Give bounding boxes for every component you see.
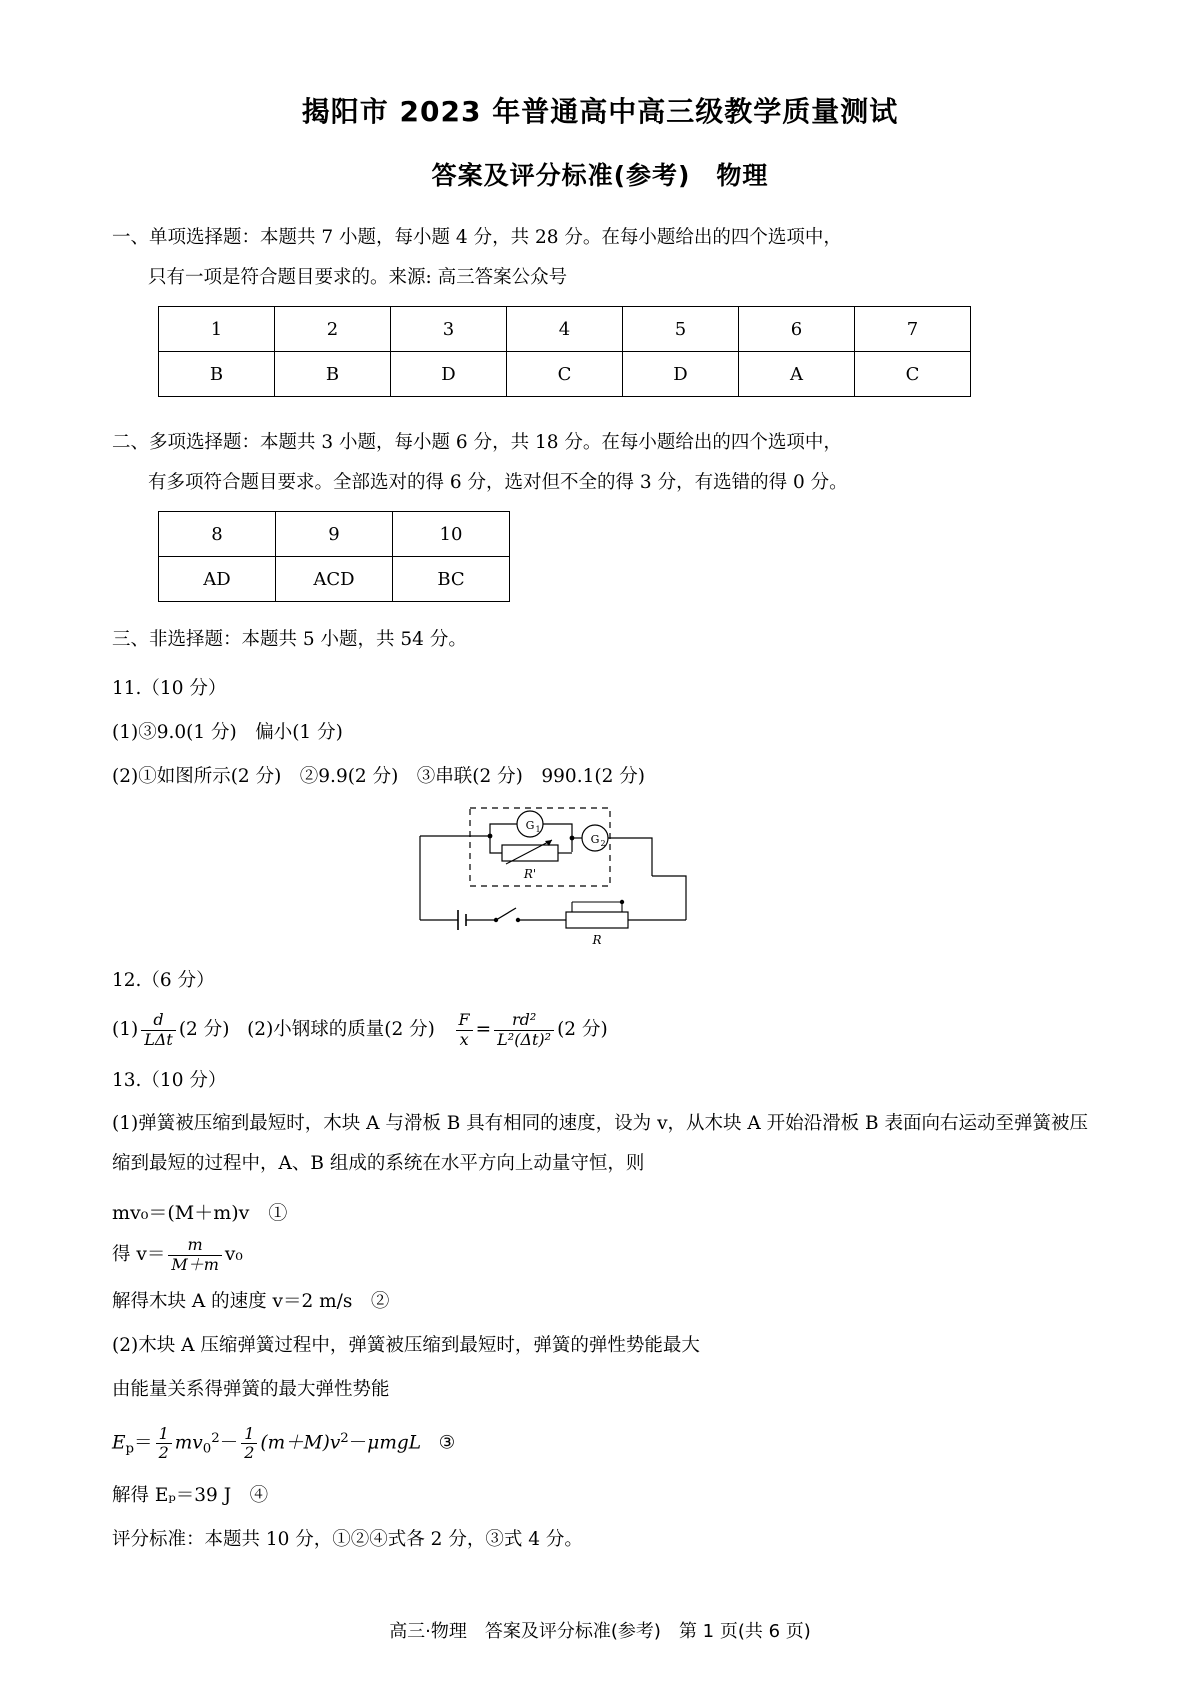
answer-cell: ACD	[276, 557, 393, 602]
q13-eq3-minus-1: －	[219, 1432, 239, 1454]
question-13-equation-3	[112, 1417, 1088, 1471]
q13-eq3-half2-den: 2	[241, 1443, 257, 1462]
q13-eq3-half-2	[241, 1425, 257, 1463]
table-row	[159, 512, 510, 557]
answer-cell: C	[855, 352, 971, 397]
q13-eq3-term2-sup: 2	[340, 1431, 349, 1446]
question-11-number: 11.（10 分）	[112, 678, 227, 699]
q13-eq3-term1-sup: 2	[211, 1431, 220, 1446]
answer-cell: BC	[393, 557, 510, 602]
question-13-number: 13.（10 分）	[112, 1070, 227, 1091]
question-12-number: 12.（6 分）	[112, 970, 215, 991]
q13-eq2-suffix: v₀	[224, 1244, 243, 1265]
section2-heading-line1: 二、多项选择题：本题共 3 小题，每小题 6 分，共 18 分。在每小题给出的四个选项中，	[112, 432, 842, 453]
q12-fraction-left	[456, 1011, 473, 1049]
q12-frac1-denominator: LΔt	[141, 1030, 176, 1049]
svg-text:1: 1	[535, 825, 541, 834]
q13-eq3-half1-num: 1	[158, 1423, 169, 1443]
question-number-cell: 9	[276, 512, 393, 557]
question-number-cell: 8	[159, 512, 276, 557]
answer-cell: B	[275, 352, 391, 397]
section3-heading: 三、非选择题：本题共 5 小题，共 54 分。	[112, 629, 467, 650]
q12-left-numerator: F	[458, 1010, 470, 1030]
answer-cell: B	[159, 352, 275, 397]
table-row	[159, 307, 971, 352]
q13-eq3-term3: μmgL	[367, 1432, 421, 1454]
question-13-result: 解得 Eₚ＝39 J ④	[112, 1485, 269, 1507]
q12-part2-score: (2 分)	[557, 1019, 608, 1040]
question-13-equation-1: mv₀＝(M＋m)v ①	[112, 1202, 288, 1224]
multiple-choice-answer-table	[158, 511, 510, 602]
q12-fraction-right	[494, 1011, 554, 1049]
q12-right-numerator: rd²	[511, 1010, 537, 1030]
svg-text:2: 2	[600, 839, 606, 848]
q12-equals: =	[475, 1019, 492, 1040]
question-number-cell: 2	[275, 307, 391, 352]
q13-eq3-minus-2: －	[348, 1432, 368, 1454]
question-12-answer	[112, 1008, 1088, 1052]
q12-left-denominator: x	[456, 1030, 473, 1049]
section1-heading-line1	[112, 218, 1088, 258]
svg-text:G: G	[525, 819, 535, 832]
question-13-velocity-line: 解得木块 A 的速度 v＝2 m/s ②	[112, 1291, 390, 1312]
question-13-paragraph-3: 由能量关系得弹簧的最大弹性势能	[112, 1379, 390, 1400]
circuit-diagram	[112, 802, 1088, 952]
page-subtitle: 答案及评分标准(参考) 物理	[431, 161, 769, 190]
answer-cell: AD	[159, 557, 276, 602]
q12-part2-text: (2)小钢球的质量(2 分)	[247, 1019, 435, 1040]
question-13-paragraph-1: (1)弹簧被压缩到最短时，木块 A 与滑板 B 具有相同的速度，设为 v，从木块 A 开始沿滑板 B 表面向右运动至弹簧被压缩到最短的过程中，A、B 组成的系统在水平方向上动量守恒，则	[112, 1113, 1088, 1174]
svg-text:R: R	[592, 933, 602, 947]
question-11-line1: (1)③9.0(1 分) 偏小(1 分)	[112, 722, 343, 743]
q12-part1-score: (2 分)	[178, 1019, 230, 1040]
q13-eq2-denominator: M＋m	[168, 1255, 222, 1274]
question-number-cell: 1	[159, 307, 275, 352]
q12-frac1-numerator: d	[153, 1010, 164, 1030]
q13-eq3-half1-den: 2	[156, 1443, 172, 1462]
q13-eq3-half2-num: 1	[244, 1423, 255, 1443]
answer-cell: D	[623, 352, 739, 397]
svg-text:G: G	[590, 833, 600, 846]
question-number-cell: 3	[391, 307, 507, 352]
q13-eq2-numerator: m	[187, 1235, 203, 1255]
q13-eq3-tag: ③	[438, 1432, 456, 1454]
question-number-cell: 10	[393, 512, 510, 557]
question-11-line2: (2)①如图所示(2 分) ②9.9(2 分) ③串联(2 分) 990.1(2 分)	[112, 766, 645, 787]
svg-text:R': R'	[523, 867, 537, 881]
q13-eq2-fraction	[168, 1236, 222, 1274]
answer-cell: D	[391, 352, 507, 397]
q13-eq3-lhs: E	[112, 1432, 126, 1454]
answer-cell: C	[507, 352, 623, 397]
question-number-cell: 6	[739, 307, 855, 352]
section1-heading-line2: 只有一项是符合题目要求的。来源: 高三答案公众号	[148, 267, 568, 288]
q13-eq3-half-1	[156, 1425, 172, 1463]
question-number-cell: 7	[855, 307, 971, 352]
q12-part1-prefix: (1)	[112, 1019, 139, 1040]
answer-cell: A	[739, 352, 855, 397]
q13-eq3-term1: mv	[174, 1432, 203, 1454]
question-13-scoring: 评分标准：本题共 10 分，①②④式各 2 分，③式 4 分。	[112, 1529, 583, 1551]
question-13-equation-2	[112, 1233, 1088, 1277]
section1-heading-text: 一、单项选择题：本题共 7 小题，每小题 4 分，共 28 分。在每小题给出的四个选项中，	[112, 227, 842, 248]
table-row	[159, 352, 971, 397]
q13-eq3-equals: ＝	[134, 1432, 153, 1454]
q13-eq3-lhs-sub: p	[125, 1441, 135, 1457]
single-choice-answer-table	[158, 306, 971, 397]
section2-heading-line2: 有多项符合题目要求。全部选对的得 6 分，选对但不全的得 3 分，有选错的得 0 分。	[148, 472, 848, 493]
page-title: 揭阳市 2023 年普通高中高三级教学质量测试	[301, 95, 899, 128]
circuit-svg	[390, 802, 810, 952]
page-footer: 高三·物理 答案及评分标准(参考) 第 1 页(共 6 页)	[389, 1621, 811, 1642]
q13-eq3-term1-sub: 0	[202, 1441, 212, 1457]
question-13-paragraph-2: (2)木块 A 压缩弹簧过程中，弹簧被压缩到最短时，弹簧的弹性势能最大	[112, 1335, 700, 1356]
table-row	[159, 557, 510, 602]
question-number-cell: 4	[507, 307, 623, 352]
question-number-cell: 5	[623, 307, 739, 352]
q12-fraction-1	[141, 1011, 176, 1049]
q12-right-denominator: L²(Δt)²	[494, 1030, 554, 1049]
q13-eq2-prefix: 得 v＝	[112, 1244, 166, 1265]
q13-eq3-term2: (m＋M)v	[260, 1432, 341, 1454]
